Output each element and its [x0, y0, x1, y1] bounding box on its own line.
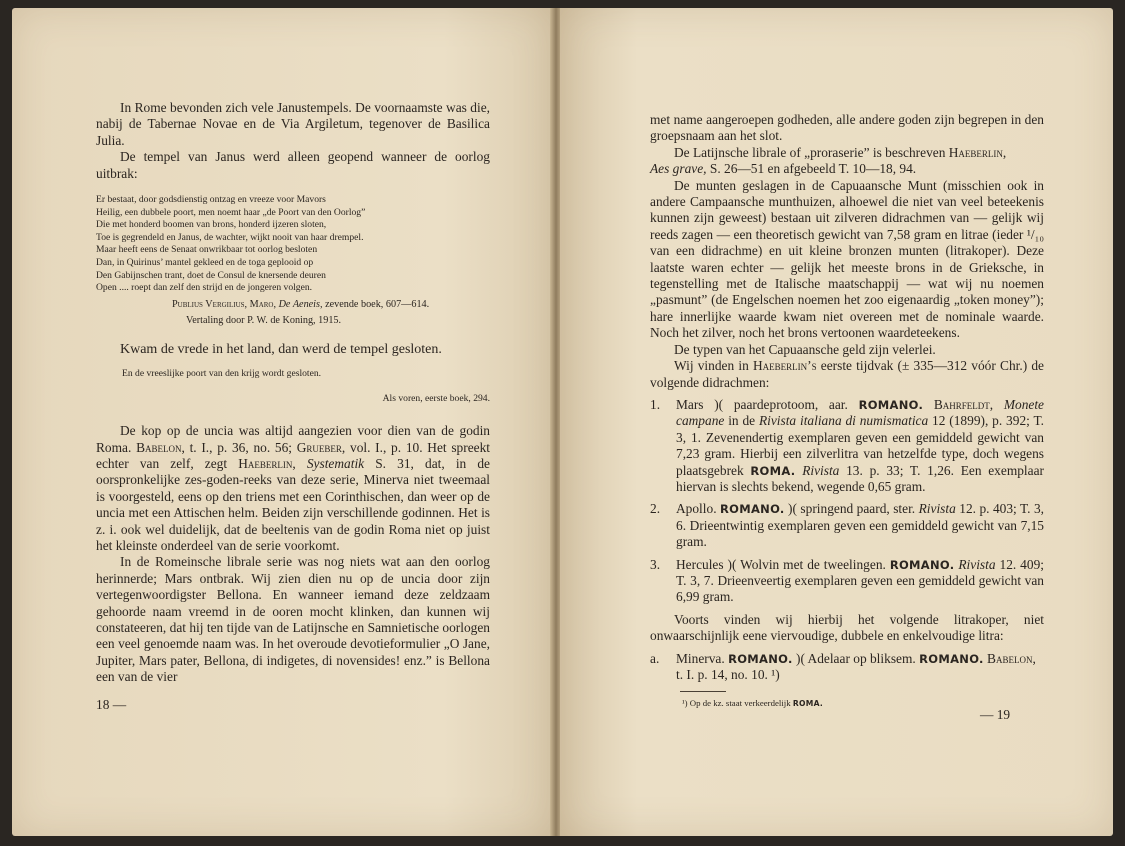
text-run: in de [724, 413, 759, 429]
item-letter: a. [650, 650, 660, 666]
work-title: Rivista [958, 556, 996, 572]
page-number: — 19 [980, 707, 1011, 722]
text-run: )( Adelaar op bliksem. [792, 650, 920, 666]
list-item [650, 501, 1044, 550]
legend-text: ROMA. [792, 699, 824, 709]
text-run: Mars )( paardeprotoom, aar. [676, 396, 859, 412]
work-title: Monete campane [676, 396, 1044, 429]
text-run: Minerva. [676, 650, 729, 666]
poem-line: Dan, in Quirinus’ mantel gekleed en de toga geplooid op [96, 257, 314, 268]
paragraph: In de Romeinsche librale serie was nog niets wat aan den oorlog herinnerde; Mars ontbrak. Wij zien dien nu op de uncia door zijn vertegenwoordigster Bellona. En wanneer iemand deze zeldzaam gehoorde naam vreemd in de ooren mocht klinken, dan kunnen wij constateeren, dat hij ten tijde van de Latijnsche en Samnietische oorlogen een veel genoemde naam was. In het overoude devotieformulier „O Jane, Jupiter, Mars pater, Bellona, di indigetes, di novensides! enz.” is Bellona een van de vier [96, 554, 490, 685]
text-run: t. I. p. 14, no. 10. ¹) [676, 667, 780, 682]
paragraph: Kwam de vrede in het land, dan werd de tempel gesloten. [120, 341, 442, 357]
work-title: Rivista [918, 501, 956, 517]
poem-line: Die met honderd boomen van brons, honderd ijzeren sloten, [96, 219, 327, 231]
poem-quote [96, 194, 490, 295]
paragraph: De typen van het Capuaansche geld zijn velerlei. [674, 341, 936, 357]
short-quote: En de vreeslijke poort van den krijg wordt gesloten. [122, 368, 322, 380]
legend-text: ROMANO. [720, 502, 785, 517]
author-name: Babelon, [983, 650, 1036, 666]
short-quote-source: Als voren, eerste boek, 294. [382, 392, 490, 404]
translation-citation: Vertaling door P. W. de Koning, 1915. [186, 315, 342, 327]
work-title: Aes grave, [650, 161, 707, 177]
paragraph: In Rome bevonden zich vele Janustempels. De voornaamste was die, nabij de Tabernae Novae en de Via Argiletum, tegenover de Basilica Julia. [96, 100, 490, 148]
list-item [650, 397, 1044, 495]
text-run: 12. 409; T. 3, 7. Drieenveertig exemplaren geven een gemiddeld gewicht van 6,99 gram. [676, 556, 1044, 605]
author-name: Bahrfeldt, [923, 396, 1004, 412]
left-text-column [96, 100, 490, 686]
paragraph [650, 145, 1044, 178]
poem-line: Toe is gegrendeld en Janus, de wachter, wijkt nooit van haar drempel. [96, 231, 364, 243]
list-item [650, 557, 1044, 606]
text-run: De kop op de uncia was altijd aangezien voor dien van de godin Roma. [96, 423, 490, 455]
text-run: ¹) Op de kz. staat verkeerdelijk [682, 698, 793, 709]
paragraph: met name aangeroepen godheden, alle andere goden zijn begrepen in den groepsnaam aan het slot. [650, 112, 1044, 144]
cite-rest: zevende boek, 607—614. [325, 298, 430, 310]
poem-citation [172, 299, 490, 312]
work-title: Rivista [802, 462, 840, 478]
poem-line: Maar heeft eens de Senaat onwrikbaar tot oorlog besloten [96, 244, 318, 256]
item-number: 2. [650, 501, 661, 517]
paragraph: De munten geslagen in de Capuaansche Munt (misschien ook in andere Campaansche munthuizen, alhoewel die niet van veel beteekenis kunnen zijn geweest) bestaan uit zilveren didrachmen van — gelijk wij reeds zagen — een theoretisch gewicht van 7,58 gram en litrae (ieder ¹/₁₀ van een didrachme) en uit kleine bronzen munten (litrakoper). Deze laatste waren echter — gelijk het meeste brons in de Grieksche, in tegenstelling met de Italische maatschappij — wat wij nu noemen „pasmunt” (de Engelschen noemen het zoo eigenaardig „token money”); hare innerlijke waarde kwam niet overeen met de nominale waarde. Noch het zilver, noch het brons vertoonen waardeteekens. [650, 177, 1044, 341]
author-name: Haeberlin’s [752, 358, 817, 374]
author-name: Haeberlin, [948, 144, 1007, 160]
text-run: Apollo. [676, 501, 720, 517]
legend-text: ROMANO. [919, 651, 984, 666]
text-run: 13. p. 33; T. 1,26. Een exemplaar hiervan is slechts bekend, wegende 0,65 gram. [676, 462, 1044, 494]
text-run: vol. I., p. 10. Het spreekt echter van zelf, zegt [96, 439, 491, 471]
poem-line: Heilig, een dubbele poort, men noemt haar „de Poort van den Oorlog” [96, 206, 366, 218]
text-run: 12. p. 403; T. 3, 6. Drieentwintig exemplaren geven een gemiddeld gewicht van 7,15 gram. [676, 501, 1044, 550]
text-run: 12 (1899), p. 392; T. 3, 1. Zevenendertig exemplaren geven een gemiddeld gewicht van 7,23 gram. Hierbij een zilverlitra van hetzelfde type, doch wegens plaatsgebrek [676, 413, 1044, 478]
paragraph [96, 423, 490, 554]
paragraph: Voorts vinden wij hierbij het volgende litrakoper, niet onwaarschijnlijk eene viervoudige, dubbele en enkelvoudige litra: [650, 611, 1044, 644]
poem-line: Open .... roept dan zelf den strijd en de jongeren volgen. [96, 282, 313, 294]
text-run: S. 26—51 en afgebeeld T. 10—18, 94. [706, 161, 917, 177]
paragraph: De tempel van Janus werd alleen geopend wanneer de oorlog uitbrak: [96, 149, 490, 181]
right-text-column [650, 112, 1044, 713]
page-number: 18 — [96, 697, 127, 712]
author-name: Babelon, [136, 439, 185, 455]
text-run: S. 31, dat, in de oorspronkelijke zes-goden-reeks van deze serie, Minerva niet tweemaal is voorgesteld, eens op den triens met een Corinthischen, dan weer op de uncia met een Attischen helm. Beiden zijn verschillende godinnen. Het is z. i. ook wel duidelijk, dat de beeltenis van de godin Roma niet op juist het kleinste onderdeel van de serie voorkomt. [96, 456, 490, 554]
legend-text: ROMANO. [728, 651, 793, 666]
list-item [650, 651, 1044, 684]
footnote-rule [680, 691, 726, 692]
author-name: Grueber, [296, 439, 346, 455]
text-run: Wij vinden in [674, 358, 753, 374]
author-name: Haeberlin, [238, 456, 296, 471]
text-run: t. I., p. 36, no. 56; [184, 439, 297, 455]
work-title: Systematik [306, 456, 365, 471]
paragraph [650, 358, 1044, 391]
cite-work: De Aeneis, [278, 298, 323, 310]
work-title: Rivista italiana di numismatica [758, 413, 929, 429]
legend-text: ROMANO. [858, 397, 924, 412]
poem-line: Den Gabijnschen trant, doet de Consul de knersende deuren [96, 269, 326, 281]
item-number: 1. [650, 396, 661, 412]
text-run: De Latijnsche librale of „proraserie” is beschreven [674, 144, 949, 160]
legend-text: ROMA. [750, 463, 796, 478]
text-run: eerste tijdvak (± 335—312 vóór Chr.) de volgende didrachmen: [650, 358, 1044, 390]
item-number: 3. [650, 556, 661, 572]
poem-line: Er bestaat, door godsdienstig ontzag en vreeze voor Mavors [96, 194, 326, 206]
text-run: )( springend paard, ster. [784, 501, 919, 517]
text-run: Hercules )( Wolvin met de tweelingen. [676, 556, 890, 572]
cite-author: Publius Vergilius, Maro, [172, 298, 277, 310]
legend-text: ROMANO. [889, 557, 955, 572]
